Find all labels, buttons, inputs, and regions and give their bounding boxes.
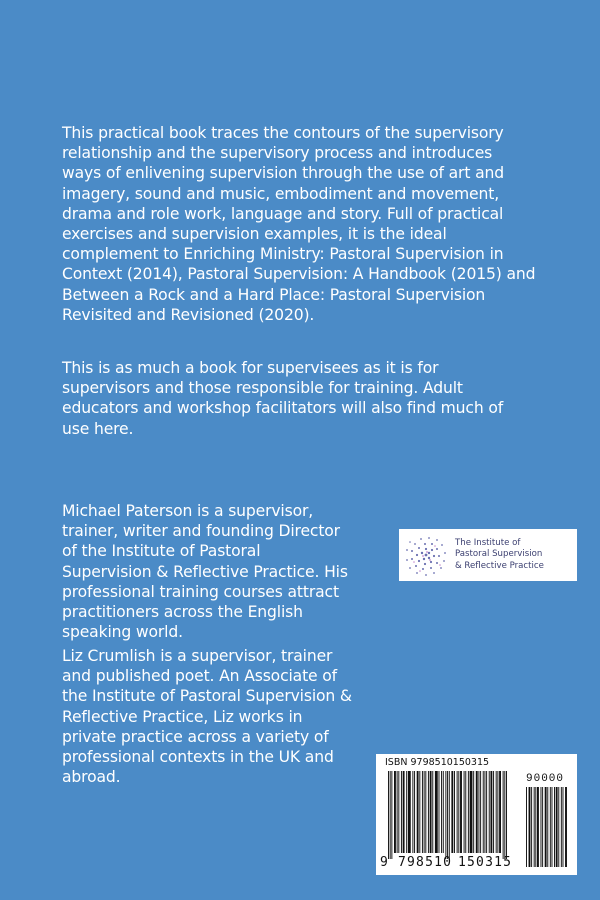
- text-line: This practical book traces the contours of the supervisory: [62, 124, 504, 142]
- text-line: relationship and the supervisory process and introduces: [62, 144, 493, 163]
- logo-line: & Reflective Practice: [455, 560, 544, 571]
- author-bio-michael-paterson: [62, 501, 348, 642]
- barcode-digit-first: 9: [380, 855, 388, 870]
- text-line: abroad.: [62, 768, 121, 787]
- text-line: educators and workshop facilitators will also find much of: [62, 399, 504, 418]
- institute-logo: [399, 529, 577, 581]
- text-line: exercises and supervision examples, it is the ideal: [62, 225, 447, 244]
- text-line: private practice across a variety of: [62, 727, 329, 746]
- isbn-label: ISBN 9798510150315: [385, 757, 490, 768]
- text-line: This is as much a book for supervisees as it is for: [62, 359, 439, 377]
- logo-line: The Institute of: [455, 538, 521, 549]
- text-line: professional contexts in the UK and: [62, 748, 334, 767]
- logo-line: Pastoral Supervision: [455, 549, 543, 560]
- text-line: professional training courses attract: [62, 582, 339, 601]
- text-line: ways of enlivening supervision through the use of art and: [62, 164, 504, 183]
- barcode-digits-right: 150315: [458, 855, 513, 870]
- text-line: Supervision & Reflective Practice. His: [62, 562, 348, 581]
- author-bio-liz-crumlish: [62, 646, 352, 787]
- barcode-digits-left: 798510: [398, 855, 453, 870]
- text-line: Context (2014), Pastoral Supervision: A Handbook (2015) and: [62, 265, 536, 284]
- text-line: the Institute of Pastoral Supervision &: [62, 687, 352, 706]
- text-line: imagery, sound and music, embodiment and movement,: [62, 184, 499, 203]
- text-line: Liz Crumlish is a supervisor, trainer: [62, 647, 333, 665]
- text-line: Michael Paterson is a supervisor,: [62, 502, 314, 520]
- barcode-addon-number: 90000: [526, 773, 565, 785]
- logo-text: [455, 538, 544, 572]
- isbn-barcode: [376, 754, 577, 875]
- text-line: Revisited and Revisioned (2020).: [62, 305, 315, 324]
- text-line: Between a Rock and a Hard Place: Pastoral Supervision: [62, 285, 486, 304]
- text-line: of the Institute of Pastoral: [62, 542, 261, 561]
- book-description: [62, 123, 535, 325]
- audience-paragraph: [62, 358, 503, 439]
- text-line: trainer, writer and founding Director: [62, 522, 340, 541]
- spiral-icon: [401, 531, 451, 579]
- text-line: drama and role work, language and story. Full of practical: [62, 204, 504, 223]
- text-line: and published poet. An Associate of: [62, 667, 338, 686]
- text-line: practitioners across the English: [62, 603, 303, 622]
- text-line: complement to Enriching Ministry: Pastoral Supervision in: [62, 245, 504, 264]
- text-line: speaking world.: [62, 623, 183, 642]
- text-line: supervisors and those responsible for training. Adult: [62, 379, 463, 398]
- text-line: use here.: [62, 419, 134, 438]
- text-line: Reflective Practice, Liz works in: [62, 707, 303, 726]
